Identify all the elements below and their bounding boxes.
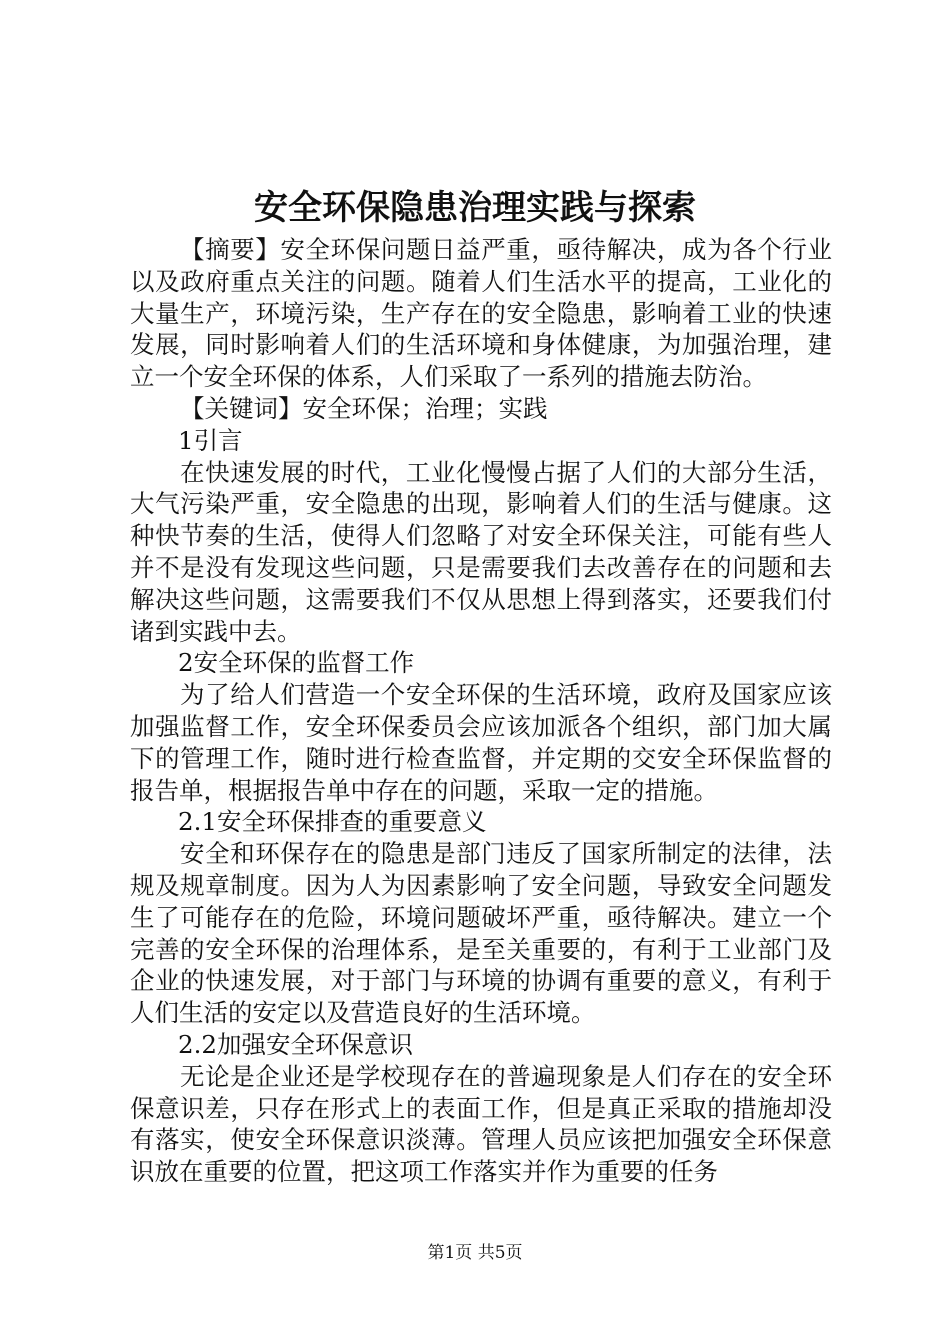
section-heading: 2安全环保的监督工作 <box>178 648 415 678</box>
document-body <box>130 234 832 1188</box>
section-heading: 1引言 <box>178 425 243 455</box>
section-heading: 2.1安全环保排查的重要意义 <box>178 807 487 837</box>
section-paragraph: 在快速发展的时代，工业化慢慢占据了人们的大部分生活，大气污染严重，安全隐患的出现，影响着人们的生活与健康。这种快节奏的生活，使得人们忽略了对安全环保关注，可能有些人并不是没有发现这些问题，只是需要我们去改善存在的问题和去解决这些问题，这需要我们不仅从思想上得到落实，还要我们付诸到实践中去。 <box>130 457 832 646</box>
section-paragraph: 安全和环保存在的隐患是部门违反了国家所制定的法律，法规及规章制度。因为人为因素影响了安全问题，导致安全问题发生了可能存在的危险，环境问题破坏严重，亟待解决。建立一个完善的安全环保的治理体系，是至关重要的，有利于工业部门及企业的快速发展，对于部门与环境的协调有重要的意义，有利于人们生活的安定以及营造良好的生活环境。 <box>130 839 832 1028</box>
abstract-paragraph: 【摘要】安全环保问题日益严重，亟待解决，成为各个行业以及政府重点关注的问题。随着人们生活水平的提高，工业化的大量生产，环境污染，生产存在的安全隐患，影响着工业的快速发展，同时影响着人们的生活环境和身体健康，为加强治理，建立一个安全环保的体系，人们采取了一系列的措施去防治。 <box>130 235 832 392</box>
page-number-footer: 第1页 共5页 <box>427 1243 523 1263</box>
section-paragraph: 无论是企业还是学校现存在的普遍现象是人们存在的安全环保意识差，只存在形式上的表面工作，但是真正采取的措施却没有落实，使安全环保意识淡薄。管理人员应该把加强安全环保意识放在重要的位置，把这项工作落实并作为重要的任务 <box>130 1061 832 1187</box>
document-title: 安全环保隐患治理实践与探索 <box>254 188 696 228</box>
keywords-paragraph: 【关键词】安全环保；治理；实践 <box>180 393 548 423</box>
section-heading: 2.2加强安全环保意识 <box>178 1029 413 1059</box>
section-paragraph: 为了给人们营造一个安全环保的生活环境，政府及国家应该加强监督工作，安全环保委员会应该加派各个组织，部门加大属下的管理工作，随时进行检查监督，并定期的交安全环保监督的报告单，根据报告单中存在的问题，采取一定的措施。 <box>130 680 832 805</box>
